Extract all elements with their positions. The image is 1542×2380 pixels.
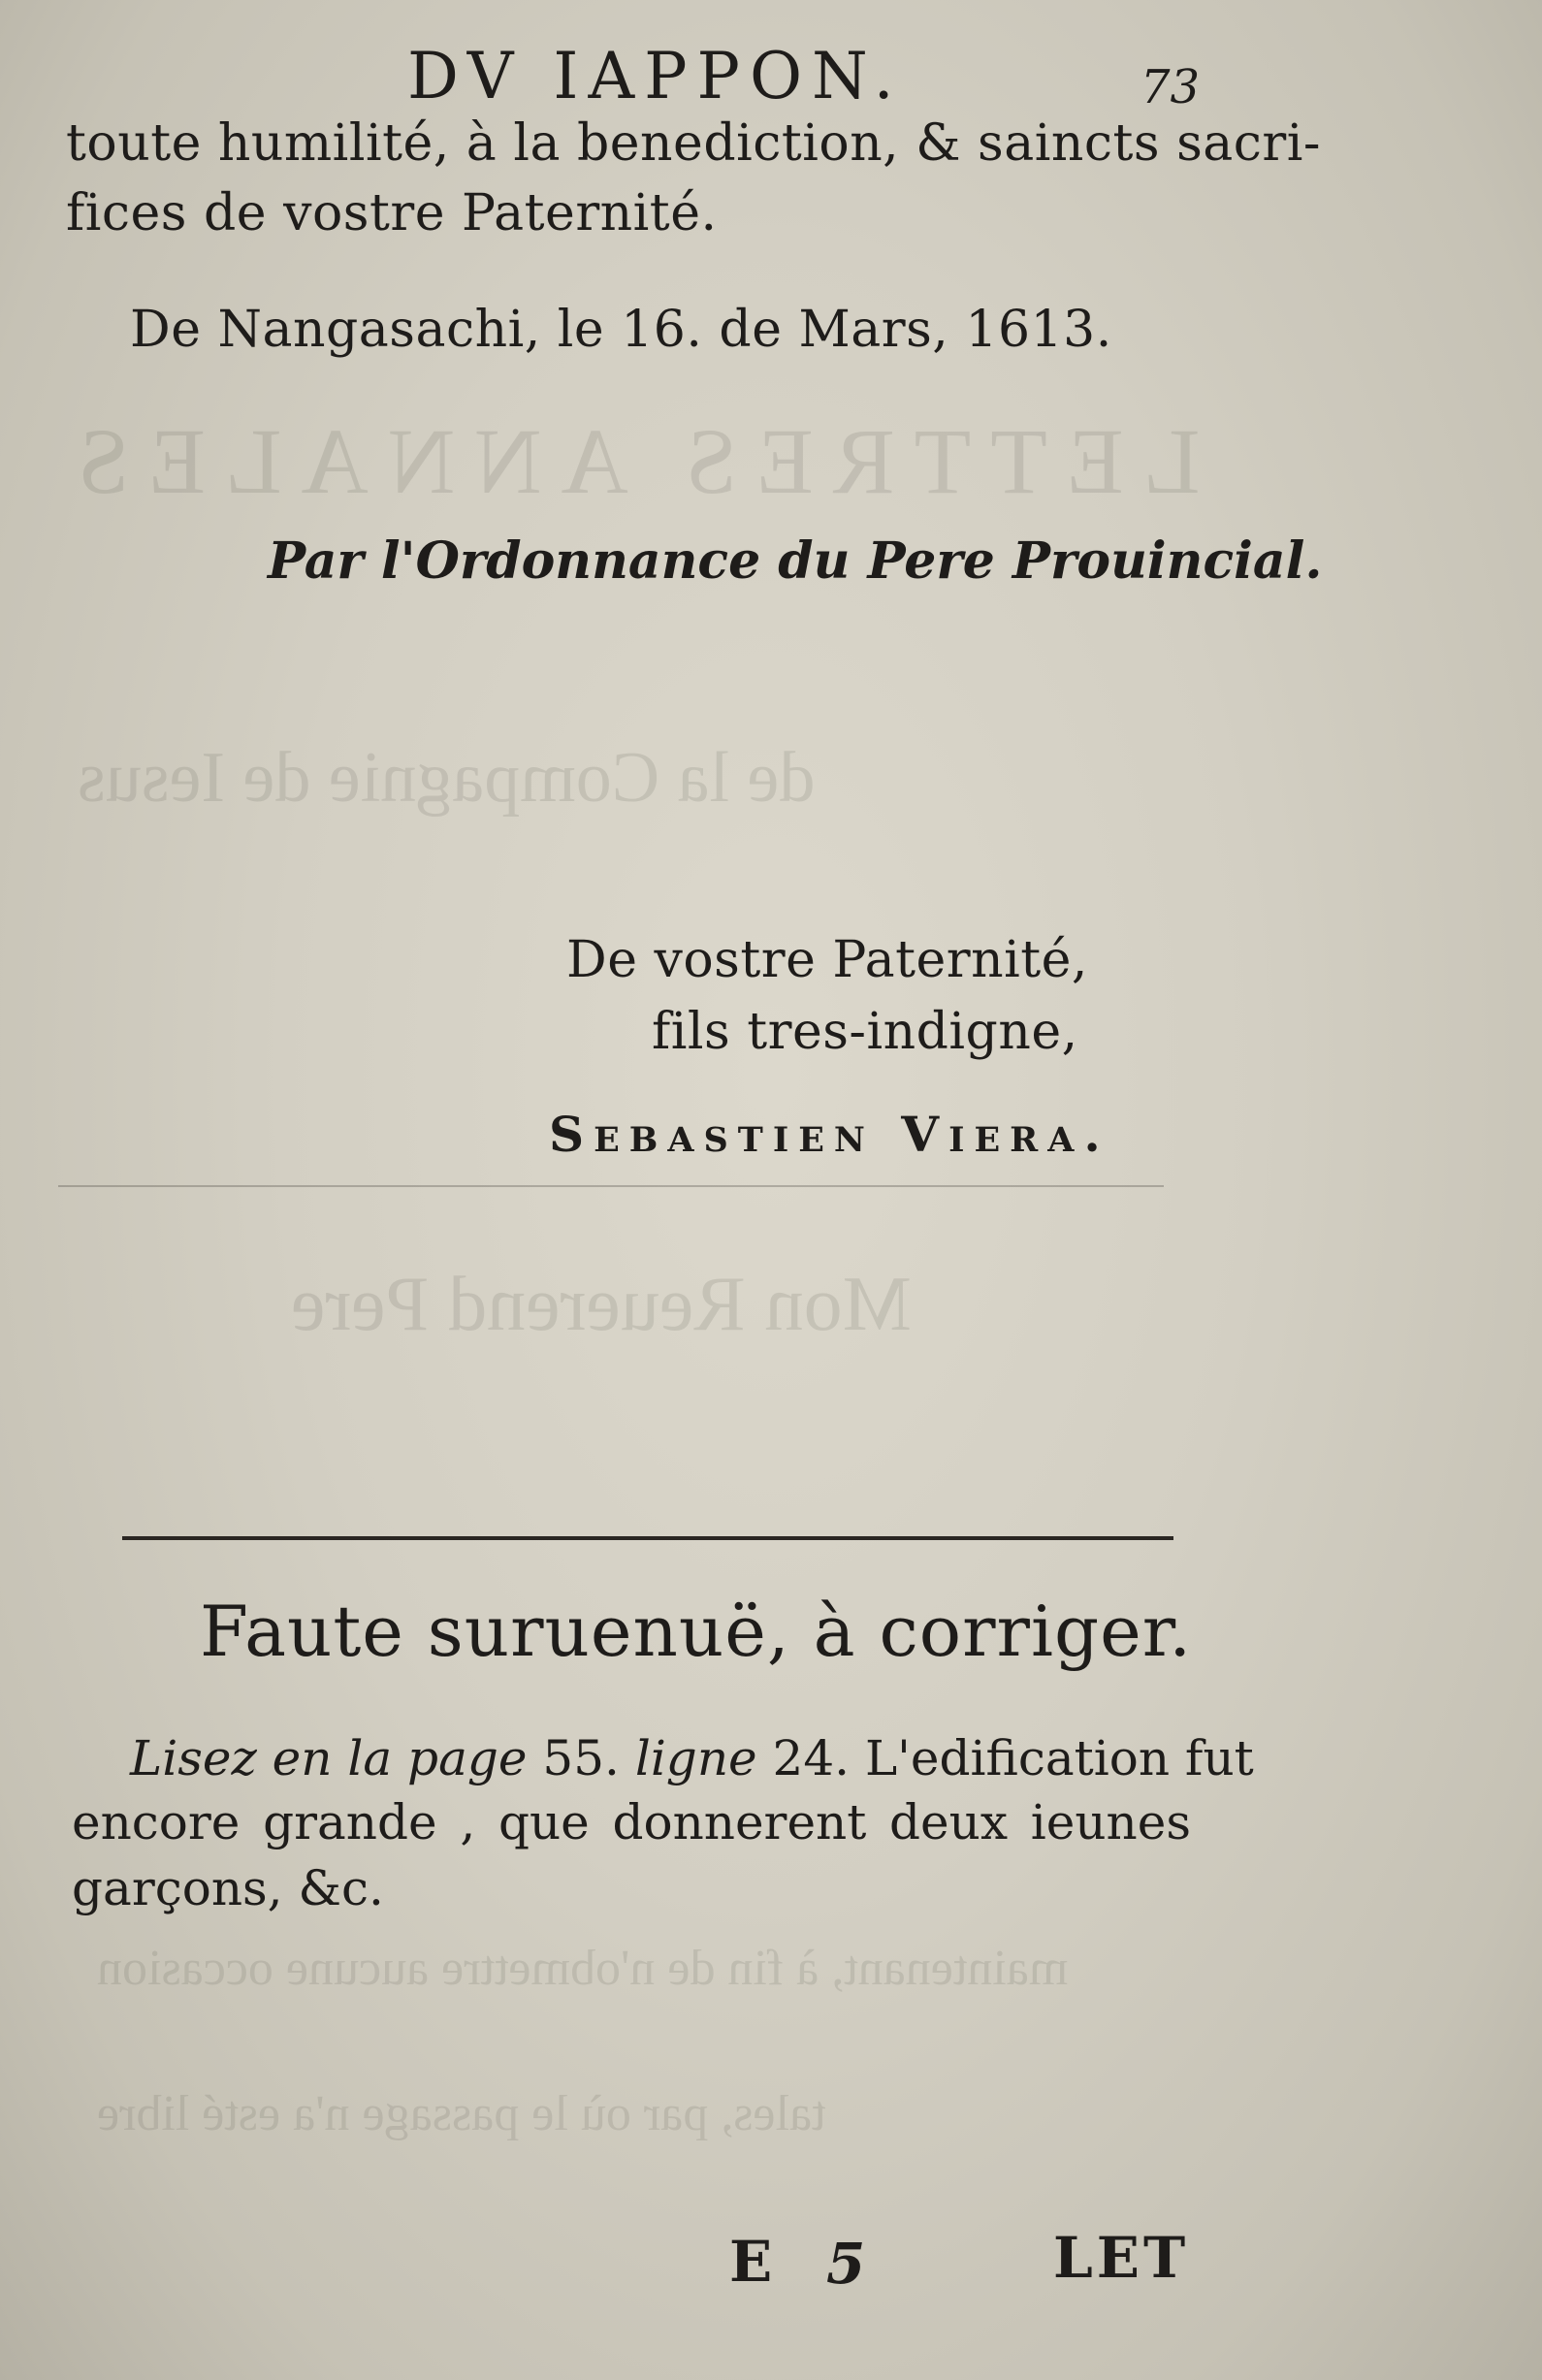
word: donnerent [612,1794,867,1850]
signature: Sebastien Viera. [549,1106,1110,1163]
errata-title: Faute suruenuë, à corriger. [200,1591,1193,1672]
text-line: fices de vostre Paternité. [66,184,718,242]
word: , [460,1794,476,1850]
errata-ligne: ligne [634,1730,757,1786]
word: encore [72,1794,241,1850]
word: ieunes [1030,1794,1191,1850]
show-through-text: Mon Reuerend Pere [291,1262,912,1347]
closing-line: fils tres-indigne, [652,1003,1078,1061]
running-head: DV IAPPON. [407,39,904,113]
show-through-text: de la Compagnie de Iesus [78,738,816,818]
errata-line: garçons, &c. [72,1860,384,1916]
text-line: toute humilité, à la benediction, & saincts sacri- [66,114,1321,173]
closing-line: De vostre Paternité, [566,931,1088,989]
show-through-text: LETTRES ANNALES [58,409,1201,513]
word: que [498,1794,590,1850]
signature-mark-number: 5 [826,2231,883,2297]
date-line: De Nangasachi, le 16. de Mars, 1613. [130,301,1112,359]
errata-page: 55. [542,1730,620,1786]
errata-italic: Lisez en la page [130,1730,528,1786]
show-through-text: tales, par où le passage n'a esté libre [97,2086,826,2141]
word: deux [889,1794,1009,1850]
faint-divider [58,1185,1164,1187]
errata-line [72,1794,1191,1850]
divider-rule [122,1536,1173,1540]
errata-rest: L'edification fut [864,1730,1254,1786]
ordonnance-line: Par l'Ordonnance du Pere Prouincial. [268,531,1323,591]
errata-num: 24. [772,1730,851,1786]
catchword: LET [1053,2225,1190,2291]
show-through-text: maintenant, à fin de n'obmettre aucune occasion [97,1941,1069,1996]
page-number: 73 [1140,60,1201,114]
word: grande [263,1794,437,1850]
errata-line [130,1730,1254,1786]
signature-mark: E [729,2229,790,2295]
